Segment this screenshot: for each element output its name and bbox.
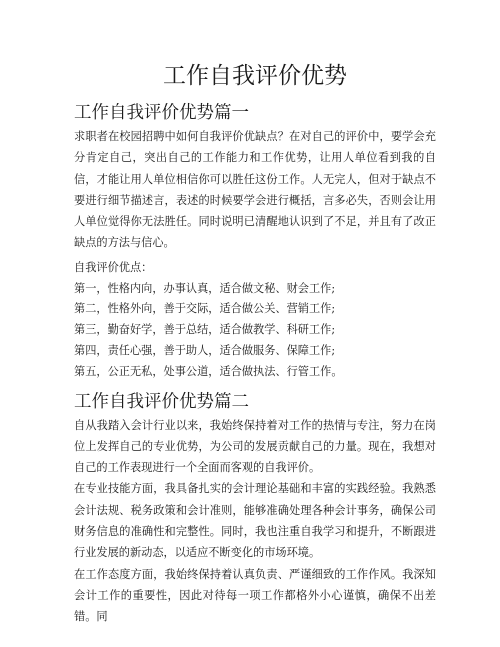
section-2-paragraph-1: 自从我踏入会计行业以来，我始终保持着对工作的热情与专注，努力在岗位上发挥自己的专业优势，为公司的发展贡献自己的力量。现在，我想对自己的工作表现进行一个全面而客观的自我评价。 [74, 418, 436, 475]
advantages-list [74, 279, 436, 383]
section-heading-2: 工作自我评价优势篇二 [74, 391, 249, 412]
section-1-intro-paragraph: 求职者在校园招聘中如何自我评价优缺点？在对自己的评价中，要学会充分肯定自己，突出自己的工作能力和工作优势，让用人单位看到我的自信，才能让用人单位相信你可以胜任这份工作。人无完人，但对于缺点不要进行细节描述言，表述的时候要学会进行概括，言多必失，否则会让用人单位觉得你无法胜任。同时说明已清醒地认识到了不足，并且有了改正缺点的方法与信心。 [74, 130, 436, 250]
section-2-paragraph-2: 在专业技能方面，我具备扎实的会计理论基础和丰富的实践经验。我熟悉会计法规、税务政策和会计准则，能够准确处理各种会计事务，确保公司财务信息的准确性和完整性。同时，我也注重自我学习和提升，不断跟进行业发展的新动态，以适应不断变化的市场环境。 [74, 482, 436, 560]
section-2-paragraph-3: 在工作态度方面，我始终保持着认真负责、严谨细致的工作作风。我深知会计工作的重要性，因此对待每一项工作都格外小心谨慎，确保不出差错。同 [74, 567, 436, 624]
list-item: 第四，责任心强，善于助人，适合做服务、保障工作; [74, 343, 336, 357]
list-item: 第五，公正无私，处事公道，适合做执法、行管工作。 [74, 364, 343, 378]
document-title: 工作自我评价优势 [163, 63, 347, 89]
list-item: 第二，性格外向，善于交际，适合做公关、营销工作; [74, 302, 336, 316]
list-item: 第一，性格内向，办事认真，适合做文秘、财会工作; [74, 281, 336, 295]
advantages-list-title: 自我评价优点： [74, 260, 153, 274]
section-heading-1: 工作自我评价优势篇一 [74, 103, 249, 123]
list-item: 第三，勤奋好学，善于总结，适合做教学、科研工作; [74, 323, 336, 337]
